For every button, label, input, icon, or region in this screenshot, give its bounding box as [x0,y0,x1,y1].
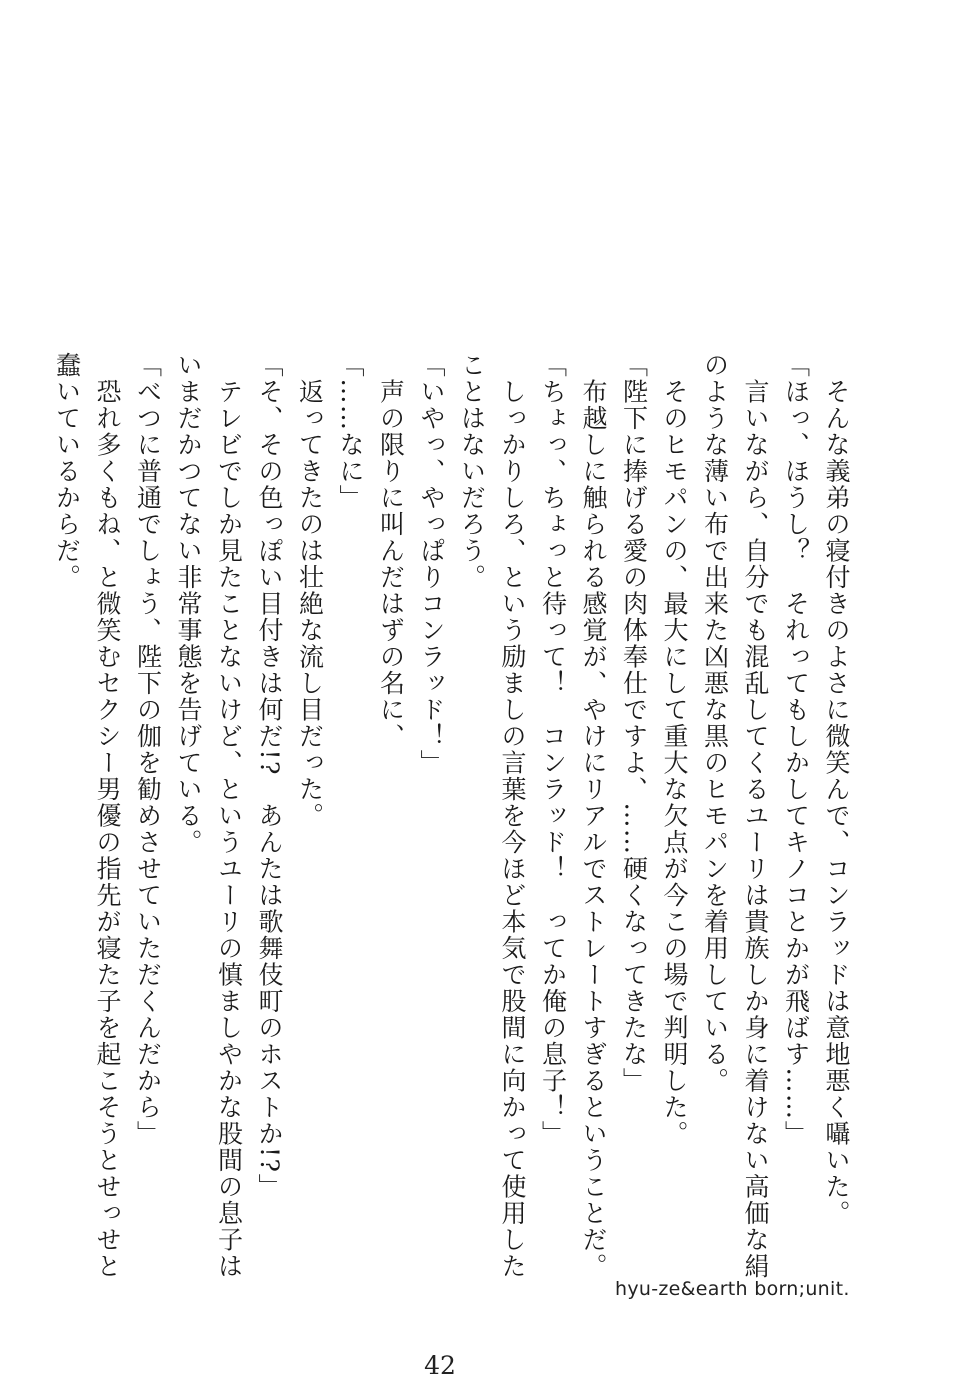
text-line: 「そ、その色っぽい目付きは何だ!? あんたは歌舞伎町のホストか!?」 [255,352,284,1200]
text-line: 蠢いているからだ。 [52,352,82,591]
text-line: テレビでしか見たことないけど、というユーリの慎ましやかな股間の息子は [214,352,244,1280]
text-line: いまだかつてない非常事態を告げている。 [174,352,203,856]
text-line: 「いやっ、やっぱりコンラッド！」 [417,352,446,776]
page-number: 42 [424,1351,456,1380]
text-line: 「べつに普通でしょう、陛下の伽を勧めさせていただくんだから」 [133,352,163,1147]
text-line: 「陛下に捧げる愛の肉体奉仕ですよ、……硬くなってきたな」 [619,352,649,1094]
text-line: 返ってきたのは壮絶な流し目だった。 [295,352,325,829]
text-line: 「……なに」 [336,352,365,511]
text-line: 布越しに触られる感覚が、やけにリアルでストレートすぎるということだ。 [579,352,608,1280]
vertical-body-text [52,352,856,1280]
text-line: そのヒモパンの、最大にして重大な欠点が今この場で判明した。 [660,352,689,1147]
text-line: しっかりしろ、という励ましの言葉を今ほど本気で股間に向かって使用した [498,352,527,1280]
footer-credit: hyu-ze&earth born;unit. [615,1278,850,1300]
text-line: のような薄い布で出来た凶悪な黒のヒモパンを着用している。 [700,352,730,1094]
text-line: ことはないだろう。 [457,352,487,591]
text-line: 「ほっ、ほうし？ それってもしかしてキノコとかが飛ばす……」 [781,352,811,1147]
text-line: 声の限りに叫んだはずの名に、 [376,352,406,750]
text-line: そんな義弟の寝付きのよさに微笑んで、コンラッドは意地悪く囁いた。 [822,352,851,1227]
text-line: 恐れ多くもね、と微笑むセクシー男優の指先が寝た子を起こそうとせっせと [93,352,122,1280]
text-line: 「ちょっ、ちょっと待って！ コンラッド！ ってか俺の息子！」 [538,352,568,1147]
text-line: 言いながら、自分でも混乱してくるユーリは貴族しか身に着けない高価な絹 [741,352,770,1280]
